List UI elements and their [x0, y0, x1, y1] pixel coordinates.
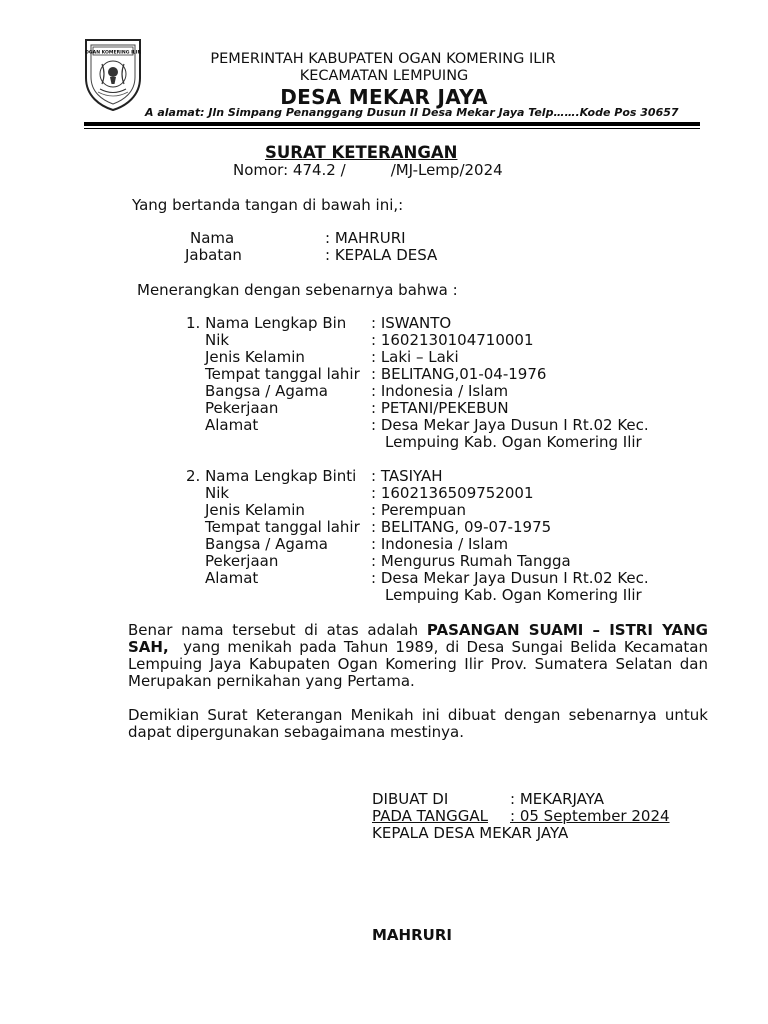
person-2-nik-value: : 1602136509752001 [371, 484, 534, 502]
letterhead-address: A alamat: Jln Simpang Penanggang Dusun II Desa Mekar Jaya Telp…….Kode Pos 30657 [145, 106, 679, 119]
person-1-birth-label: Tempat tanggal lahir [205, 365, 360, 383]
place-value: : MEKARJAYA [510, 790, 605, 808]
paragraph-line: Demikian Surat Keterangan Menikah ini dibuat dengan sebenarnya untuk [128, 706, 708, 724]
person-2-birth-label: Tempat tanggal lahir [205, 518, 360, 536]
person-1-occupation-label: Pekerjaan [205, 399, 279, 417]
letter-number-suffix: /MJ-Lemp/2024 [390, 161, 503, 179]
statement-text: Menerangkan dengan sebenarnya bahwa : [137, 281, 458, 299]
couple-status-bold-cont: SAH, [128, 638, 169, 656]
couple-status-bold: PASANGAN SUAMI – ISTRI YANG [426, 621, 708, 639]
person-1-gender-label: Jenis Kelamin [205, 348, 305, 366]
person-1-birth-value: : BELITANG,01-04-1976 [371, 365, 547, 383]
signer-name-value: : MAHRURI [325, 229, 406, 247]
svg-text:OGAN KOMERING ILIR: OGAN KOMERING ILIR [85, 50, 141, 56]
person-1-occupation-value: : PETANI/PEKEBUN [371, 399, 509, 417]
letter-number [233, 162, 503, 179]
person-1-name-value: : ISWANTO [371, 314, 452, 332]
person-1-nik-label: Nik [205, 331, 230, 349]
person-2-nationality-value: : Indonesia / Islam [371, 535, 509, 553]
person-1-address-label: Alamat [205, 416, 259, 434]
closing-paragraph [128, 707, 708, 741]
person-1-nik-value: : 1602130104710001 [371, 331, 534, 349]
signer-name-signature: MAHRURI [372, 926, 452, 944]
letter-title: SURAT KETERANGAN [265, 143, 458, 162]
person-1-name-label: 1. Nama Lengkap Bin [186, 314, 347, 332]
person-2-gender-label: Jenis Kelamin [205, 501, 305, 519]
person-2-birth-value: : BELITANG, 09-07-1975 [371, 518, 552, 536]
person-1-nationality-label: Bangsa / Agama [205, 382, 328, 400]
person-2-nik-label: Nik [205, 484, 230, 502]
person-2-name-label: 2. Nama Lengkap Binti [186, 467, 357, 485]
district-name: KECAMATAN LEMPUING [299, 68, 469, 84]
paragraph-lead: Benar nama tersebut di atas adalah [128, 621, 427, 639]
person-2-address-value: : Desa Mekar Jaya Dusun I Rt.02 Kec. [371, 569, 649, 587]
person-2-address-continued: Lempuing Kab. Ogan Komering Ilir [385, 586, 642, 604]
paragraph-line: Merupakan pernikahan yang Pertama. [128, 672, 415, 690]
person-1-gender-value: : Laki – Laki [371, 348, 459, 366]
intro-text: Yang bertanda tangan di bawah ini,: [132, 196, 404, 214]
date-value: : 05 September 2024 [510, 807, 670, 825]
person-2-occupation-value: : Mengurus Rumah Tangga [371, 552, 571, 570]
person-1-address-continued: Lempuing Kab. Ogan Komering Ilir [385, 433, 642, 451]
person-2-address-label: Alamat [205, 569, 259, 587]
paragraph-line [128, 639, 708, 656]
person-2-nationality-label: Bangsa / Agama [205, 535, 328, 553]
paragraph-line: dapat dipergunakan sebagaimana mestinya. [128, 723, 464, 741]
place-label: DIBUAT DI [372, 790, 449, 808]
date-label: PADA TANGGAL [372, 807, 489, 825]
letter-number-label: Nomor: 474.2 / [233, 161, 346, 179]
signer-position-value: : KEPALA DESA [325, 246, 438, 264]
header-thick-rule [84, 122, 700, 126]
paragraph-line: Lempuing Jaya Kabupaten Ogan Komering Ilir Prov. Sumatera Selatan dan [128, 655, 708, 673]
person-2-name-value: : TASIYAH [371, 467, 443, 485]
government-name: PEMERINTAH KABUPATEN OGAN KOMERING ILIR [210, 51, 556, 67]
marriage-statement-paragraph [128, 622, 708, 690]
header-thin-rule [84, 128, 700, 129]
signer-name-label: Nama [190, 229, 235, 247]
person-2-gender-value: : Perempuan [371, 501, 466, 519]
paragraph-line [128, 622, 708, 639]
paragraph-text: yang menikah pada Tahun 1989, di Desa Sungai Belida Kecamatan [183, 638, 708, 656]
signer-position-title: KEPALA DESA MEKAR JAYA [372, 824, 569, 842]
village-name: DESA MEKAR JAYA [280, 85, 488, 109]
person-1-address-value: : Desa Mekar Jaya Dusun I Rt.02 Kec. [371, 416, 649, 434]
person-1-nationality-value: : Indonesia / Islam [371, 382, 509, 400]
person-2-occupation-label: Pekerjaan [205, 552, 279, 570]
signer-position-label: Jabatan [185, 246, 242, 264]
